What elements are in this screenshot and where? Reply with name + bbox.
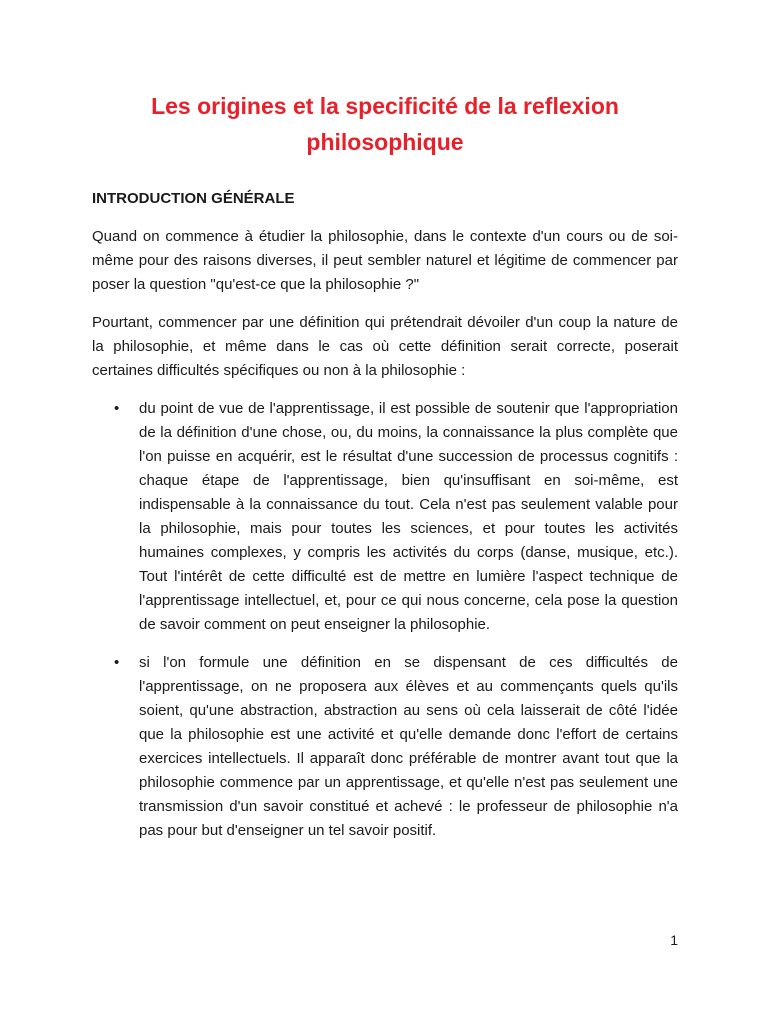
bullet-icon: •	[114, 654, 120, 671]
list-item	[92, 397, 678, 637]
section-heading: INTRODUCTION GÉNÉRALE	[92, 190, 295, 207]
document-title: Les origines et la specificité de la reflexion philosophique	[151, 93, 619, 155]
list-item-text: si l'on formule une définition en se dispensant de ces difficultés de l'apprentissage, on ne proposera aux élèves et au commençants quels qu'ils soient, qu'une abstraction, abstraction au sens où cela laisserait de côté l'idée que la philosophie est une activité et qu'elle demande donc l'effort de certains exercices intellectuels. Il apparaît donc préférable de montrer avant tout que la philosophie commence par un apprentissage, et qu'elle n'est pas seulement une transmission d'un savoir constitué et achevé : le professeur de philosophie n'a pas pour but d'enseigner un tel savoir positif.	[139, 654, 678, 839]
bullet-icon: •	[114, 400, 120, 417]
list-item-text: du point de vue de l'apprentissage, il est possible de soutenir que l'appropriation de la définition d'une chose, ou, du moins, la connaissance la plus complète que l'on puisse en acquérir, est le résultat d'une succession de processus cognitifs : chaque étape de l'apprentissage, bien qu'insuffisant en soi-même, est indispensable à la connaissance du tout. Cela n'est pas seulement valable pour la philosophie, mais pour toutes les sciences, et pour toutes les activités humaines complexes, y compris les activités du corps (danse, musique, etc.). Tout l'intérêt de cette difficulté est de mettre en lumière l'aspect technique de l'apprentissage intellectuel, et, pour ce qui nous concerne, cela pose la question de savoir comment on peut enseigner la philosophie.	[139, 400, 678, 633]
paragraph-2: Pourtant, commencer par une définition qui prétendrait dévoiler d'un coup la nature de la philosophie, et même dans le cas où cette définition serait correcte, poserait certaines difficultés spécifiques ou non à la philosophie :	[92, 314, 678, 379]
list-item	[92, 651, 678, 843]
page-number: 1	[670, 932, 678, 948]
paragraph-1: Quand on commence à étudier la philosophie, dans le contexte d'un cours ou de soi-même pour des raisons diverses, il peut sembler naturel et légitime de commencer par poser la question "qu'est-ce que la philosophie ?"	[92, 228, 678, 293]
bullet-list	[92, 397, 678, 843]
